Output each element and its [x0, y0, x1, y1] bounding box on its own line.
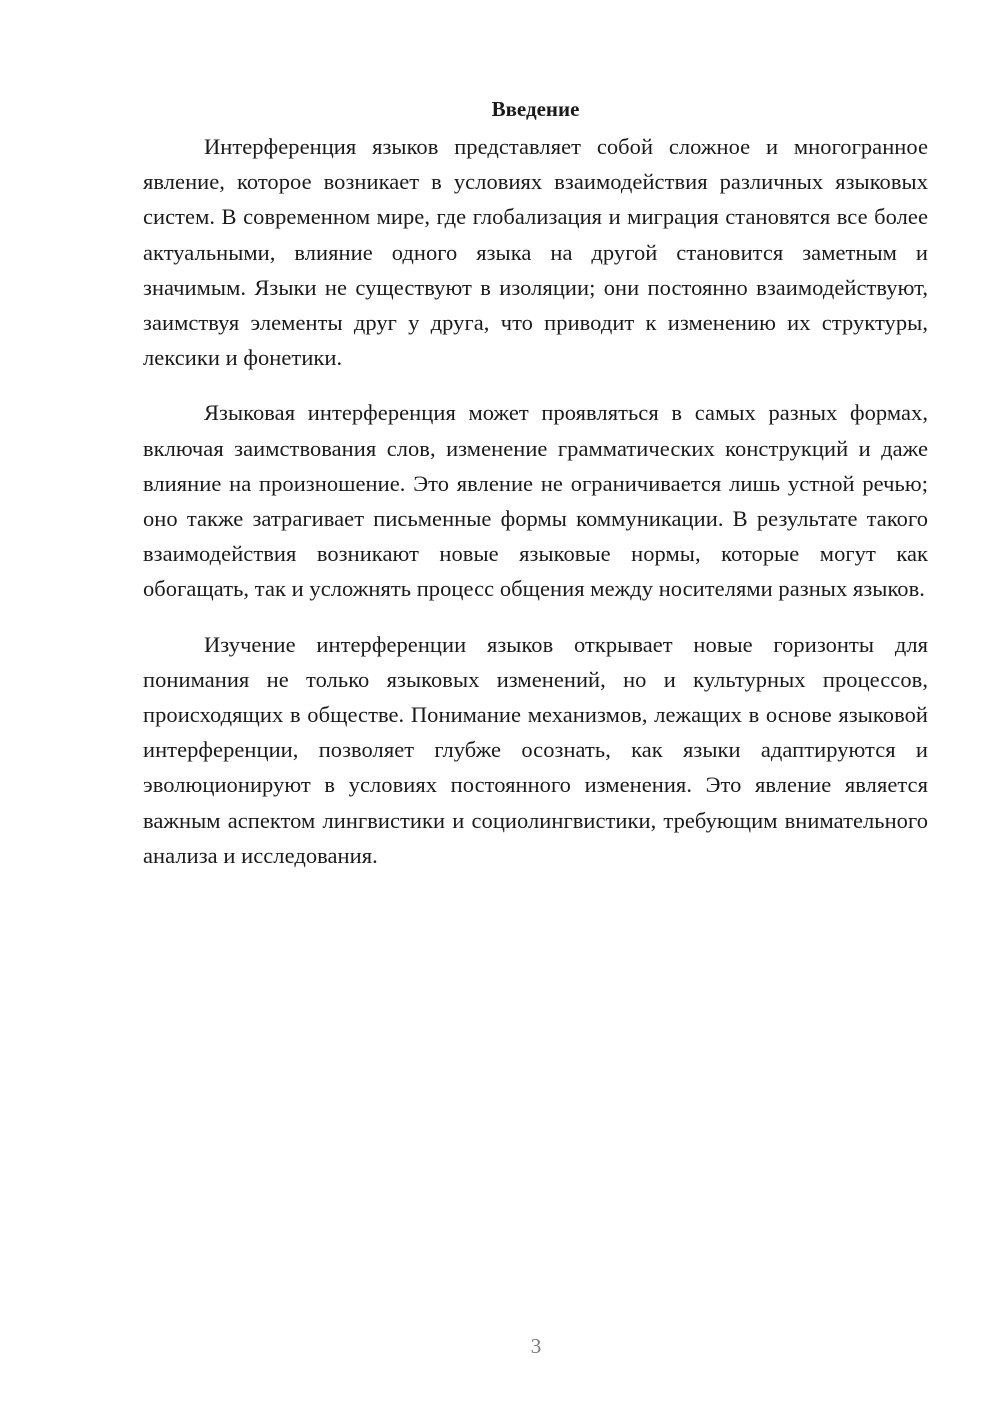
paragraph-3: Изучение интерференции языков открывает новые горизонты для понимания не только языковых изменений, но и культурных процессов, происходящих в обществе. Понимание механизмов, лежащих в основе языковой интерференции, позволяет глубже осознать, как языки адаптируются и эволюционируют в условиях постоянного изменения. Это явление является важным аспектом лингвистики и социолингвистики, требующим внимательного анализа и исследования.	[143, 631, 928, 868]
paragraph-2: Языковая интерференция может проявляться в самых разных формах, включая заимствования слов, изменение грамматических конструкций и даже влияние на произношение. Это явление не ограничивается лишь устной речью; оно также затрагивает письменные формы коммуникации. В результате такого взаимодействия возникают новые языковые нормы, которые могут как обогащать, так и усложнять процесс общения между носителями разных языков.	[143, 400, 928, 602]
document-body	[143, 92, 928, 893]
page-number: 3	[530, 1334, 542, 1358]
paragraph-1: Интерференция языков представляет собой сложное и многогранное явление, которое возникает в условиях взаимодействия различных языковых систем. В современном мире, где глобализация и миграция становятся все более актуальными, влияние одного языка на другой становится заметным и значимым. Языки не существуют в изоляции; они постоянно взаимодействуют, заимствуя элементы друг у друга, что приводит к изменению их структуры, лексики и фонетики.	[143, 134, 928, 371]
section-title: Введение	[491, 97, 580, 121]
